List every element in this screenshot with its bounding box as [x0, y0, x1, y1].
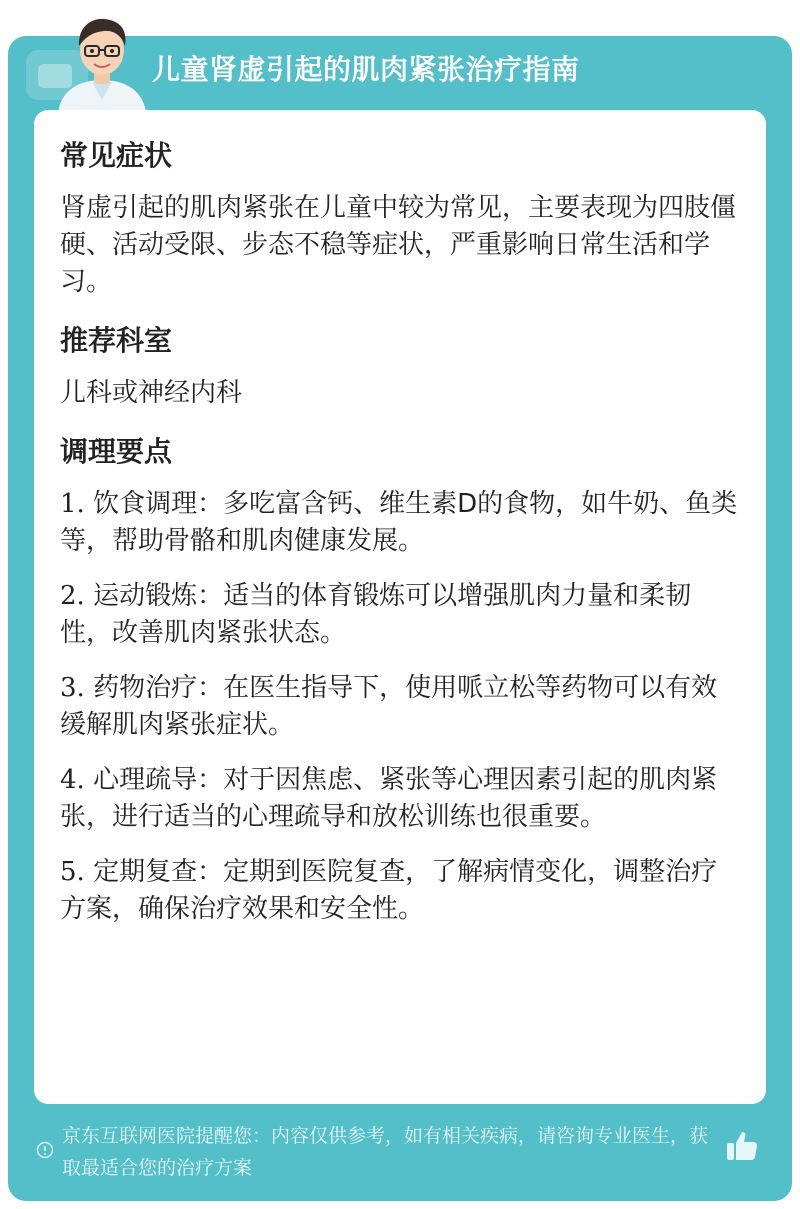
care-item-text: 定期复查：定期到医院复查，了解病情变化，调整治疗方案，确保治疗效果和安全性。	[60, 857, 718, 924]
thumbs-up-icon[interactable]	[724, 1128, 760, 1164]
care-item-text: 心理疏导：对于因焦虑、紧张等心理因素引起的肌肉紧张，进行适当的心理疏导和放松训练也很重要。	[60, 765, 718, 832]
care-item-number: 5.	[60, 857, 85, 887]
care-item-number: 4.	[60, 765, 85, 795]
care-item-text: 药物治疗：在医生指导下，使用哌立松等药物可以有效缓解肌肉紧张症状。	[60, 673, 718, 740]
article-content	[60, 130, 740, 946]
care-item	[60, 578, 740, 652]
page-title: 儿童肾虚引起的肌肉紧张治疗指南	[152, 53, 580, 86]
care-item	[60, 670, 740, 744]
section-body-department: 儿科或神经内科	[60, 378, 243, 408]
care-item-number: 3.	[60, 673, 85, 703]
section-heading-care: 调理要点	[60, 435, 173, 468]
care-item-text: 运动锻炼：适当的体育锻炼可以增强肌肉力量和柔韧性，改善肌肉紧张状态。	[60, 581, 692, 648]
info-icon	[36, 1141, 54, 1159]
care-item-number: 1.	[60, 489, 85, 519]
disclaimer-notice: 京东互联网医院提醒您：内容仅供参考，如有相关疾病，请咨询专业医生，获取最适合您的治疗方案	[62, 1125, 709, 1179]
care-item-text: 饮食调理：多吃富含钙、维生素D的食物，如牛奶、鱼类等，帮助骨骼和肌肉健康发展。	[60, 489, 738, 556]
care-item	[60, 762, 740, 836]
section-heading-symptoms: 常见症状	[60, 139, 173, 172]
care-item	[60, 486, 740, 560]
section-body-symptoms: 肾虚引起的肌肉紧张在儿童中较为常见，主要表现为四肢僵硬、活动受限、步态不稳等症状，严重影响日常生活和学习。	[60, 193, 737, 297]
section-heading-department: 推荐科室	[60, 324, 173, 357]
doctor-avatar-icon	[48, 4, 156, 112]
care-item-number: 2.	[60, 581, 85, 611]
care-item	[60, 854, 740, 928]
